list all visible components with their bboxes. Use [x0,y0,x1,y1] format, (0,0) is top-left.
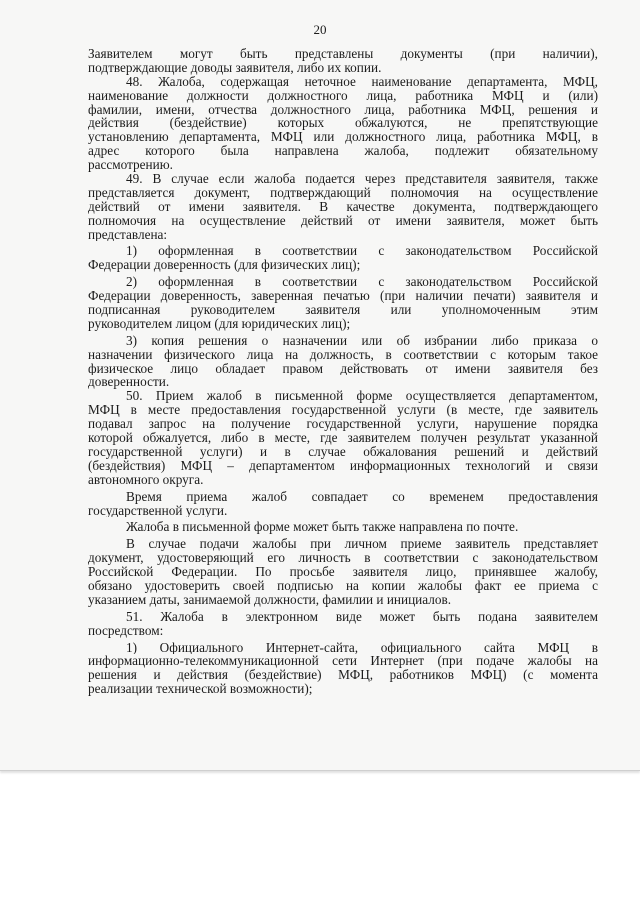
text-line: 50. Прием жалоб в письменной форме осуществляется департаментом, [126,389,598,404]
text-line: государственной услуги) и в случае обжалования решений и действий [88,444,598,459]
page-number: 20 [313,22,327,37]
text-line: Заявителем могут быть представлены документы (при наличии), [88,47,598,61]
text-line: 49. В случае если жалоба подается через представителя заявителя, также [126,172,598,186]
text-line: 48. Жалоба, содержащая неточное наименование департамента, МФЦ, [126,74,598,89]
text-line: доверенности. [88,375,170,390]
text-line: автономного округа. [88,472,204,487]
text-line: подписанная руководителем заявителя или уполномоченным этим [88,303,598,317]
text-line: действий от имени заявителя. В качестве документа, подтверждающего [88,199,598,214]
text-line: информационно-телекоммуникационной сети Интернет (при подаче жалобы на [88,654,598,669]
text-line: полномочия на осуществление действий от имени заявителя, может быть [88,213,598,228]
text-line: Федерации доверенность (для физических лиц); [88,258,361,273]
text-line: представляется документ, подтверждающий полномочия на осуществление [88,185,598,200]
text-line: 51. Жалоба в электронном виде может быть подана заявителем [126,609,598,624]
text-line: 2) оформленная в соответствии с законодательством Российской [126,275,598,290]
text-line: документ, удостоверяющий его личность в соответствии с законодательством [88,551,598,566]
text-line: государственной услуги. [88,503,228,518]
text-line: (бездействия) МФЦ – департаментом информационных технологий и связи [88,458,598,473]
text-line: установлению департамента, МФЦ или должностного лица, работника МФЦ, в [88,130,598,145]
document-body [88,47,598,696]
text-line: реализации технической возможности); [88,682,313,697]
text-line: адрес которого была направлена жалоба, подлежит обязательному [88,144,598,159]
text-line: рассмотрению. [88,158,173,173]
text-line: Жалоба в письменной форме может быть также направлена по почте. [126,520,519,535]
text-line: подавал запрос на получение государственной услуги, нарушение порядка [88,417,598,432]
text-line: наименование должности должностного лица, работника МФЦ и (или) [88,88,598,103]
text-line: 1) оформленная в соответствии с законодательством Российской [126,244,598,259]
text-line: решения и действия (бездействие) МФЦ, работников МФЦ) (с момента [88,668,598,683]
text-line: обязано удостоверить своей подписью на копии жалобы факт ее приема с [88,578,598,593]
text-line: руководителем лицом (для юридических лиц); [88,316,351,331]
text-line: указанием даты, занимаемой должности, фамилии и инициалов. [88,592,452,607]
text-line: подтверждающие доводы заявителя, либо их копии. [88,60,382,75]
text-line: МФЦ в месте предоставления государственной услуги (в месте, где заявитель [88,403,598,418]
text-line: Время приема жалоб совпадает со временем предоставления [126,489,598,504]
text-line: действия (бездействие) которых обжалуются, не препятствующие [88,116,598,131]
text-line: представлена: [88,227,168,242]
text-line: которой обжалуется, либо в месте, где заявителем получен результат указанной [88,431,598,445]
text-line: 1) Официального Интернет-сайта, официального сайта МФЦ в [126,640,598,655]
text-line: назначении физического лица на должность, в соответствии с которым такое [88,347,598,362]
text-line: посредством: [88,623,164,638]
text-line: 3) копия решения о назначении или об избрании либо приказа о [126,333,598,348]
text-line: Российской Федерации. По просьбе заявителя лицо, принявшее жалобу, [88,565,598,579]
text-line: фамилии, имени, отчества должностного лица, работника МФЦ, решения и [88,102,598,117]
text-line: Федерации доверенность, заверенная печатью (при наличии печати) заявителя и [88,289,598,304]
text-line: В случае подачи жалобы при личном приеме заявитель представляет [126,537,598,552]
text-line: физическое лицо обладает правом действовать от имени заявителя без [88,361,598,376]
